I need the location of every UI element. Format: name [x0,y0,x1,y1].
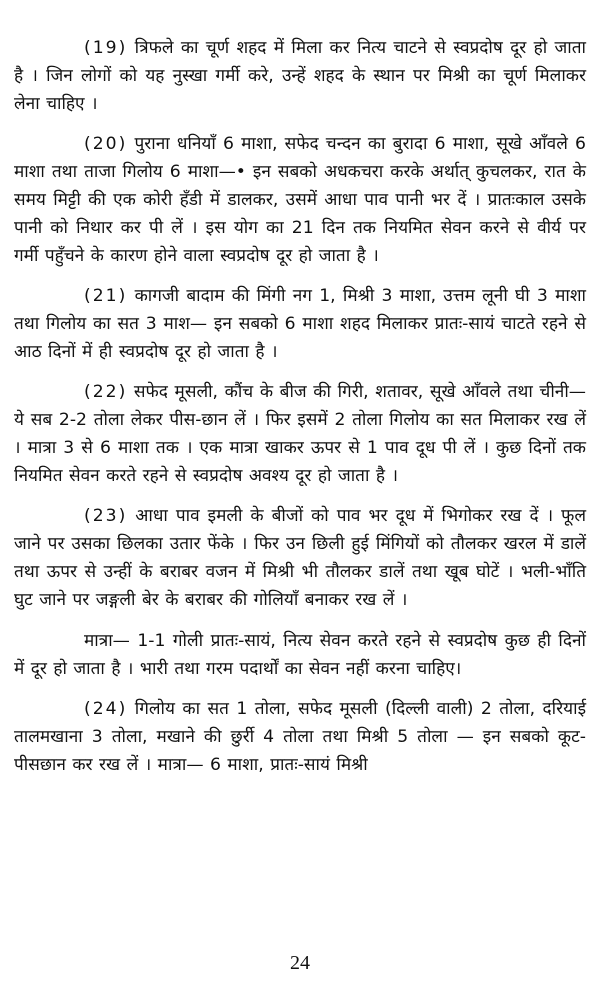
paragraph-number: (23) [84,506,128,526]
paragraph-number: (24) [84,699,128,719]
paragraph-text: पुराना धनियाँ 6 माशा, सफेद चन्दन का बुरादा 6 माशा, सूखे आँवले 6 माशा तथा ताजा गिलोय 6 माशा—• इन सबको अधकचरा करके अर्थात् कुचलकर, रात के समय मिट्टी की एक कोरी हँडी में डालकर, उसमें आधा पाव पानी भर दें । प्रातःकाल उसके पानी को निथार कर पी लें । इस योग का 21 दिन तक नियमित सेवन करने से वीर्य पर गर्मी पहुँचने के कारण होने वाला स्वप्रदोष दूर हो जाता है । [14,134,586,266]
paragraph-text: त्रिफले का चूर्ण शहद में मिला कर नित्य चाटने से स्वप्रदोष दूर हो जाता है । जिन लोगों को यह नुस्खा गर्मी करे, उन्हें शहद के स्थान पर मिश्री का चूर्ण मिलाकर लेना चाहिए । [14,38,586,114]
paragraph-20 [14,130,586,270]
paragraph-text: आधा पाव इमली के बीजों को पाव भर दूध में भिगोकर रख दें । फूल जाने पर उसका छिलका उतार फेंके । फिर उन छिली हुई मिंगियों को तौलकर खरल में डालें तथा ऊपर से उन्हीं के बराबर वजन में मिश्री भी तौलकर डालें तथा खूब घोटें । भली-भाँति घुट जाने पर जङ्गली बेर के बराबर की गोलियाँ बनाकर रख लें । [14,506,586,610]
paragraph-text: सफेद मूसली, कौंच के बीज की गिरी, शतावर, सूखे आँवले तथा चीनी— ये सब 2-2 तोला लेकर पीस-छान लें । फिर इसमें 2 तोला गिलोय का सत मिलाकर रख लें । मात्रा 3 से 6 माशा तक । एक मात्रा खाकर ऊपर से 1 पाव दूध पी लें । कुछ दिनों तक नियमित सेवन करते रहने से स्वप्रदोष अवश्य दूर हो जाता है । [14,382,586,486]
paragraph-24 [14,695,586,779]
paragraph-19 [14,34,586,118]
paragraph-23 [14,502,586,614]
paragraph-number: (21) [84,286,128,306]
paragraph-number: (22) [84,382,128,402]
page-number: 24 [290,952,310,974]
paragraph-22 [14,378,586,490]
paragraph-dosage [14,627,586,683]
paragraph-21 [14,282,586,366]
paragraph-text: मात्रा— 1-1 गोली प्रातः-सायं, नित्य सेवन करते रहने से स्वप्रदोष कुछ ही दिनों में दूर हो जाता है । भारी तथा गरम पदार्थों का सेवन नहीं करना चाहिए। [14,631,586,679]
paragraph-number: (20) [84,134,128,154]
paragraph-number: (19) [84,38,128,58]
paragraph-text: गिलोय का सत 1 तोला, सफेद मूसली (दिल्ली वाली) 2 तोला, दरियाई तालमखाना 3 तोला, मखाने की छुर्री 4 तोला तथा मिश्री 5 तोला — इन सबको कूट-पीसछान कर रख लें । मात्रा— 6 माशा, प्रातः-सायं मिश्री [14,699,587,775]
page-body [14,34,586,792]
paragraph-text: कागजी बादाम की मिंगी नग 1, मिश्री 3 माशा, उत्तम लूनी घी 3 माशा तथा गिलोय का सत 3 माश— इन सबको 6 माशा शहद मिलाकर प्रातः-सायं चाटते रहने से आठ दिनों में ही स्वप्रदोष दूर हो जाता है । [14,286,586,362]
